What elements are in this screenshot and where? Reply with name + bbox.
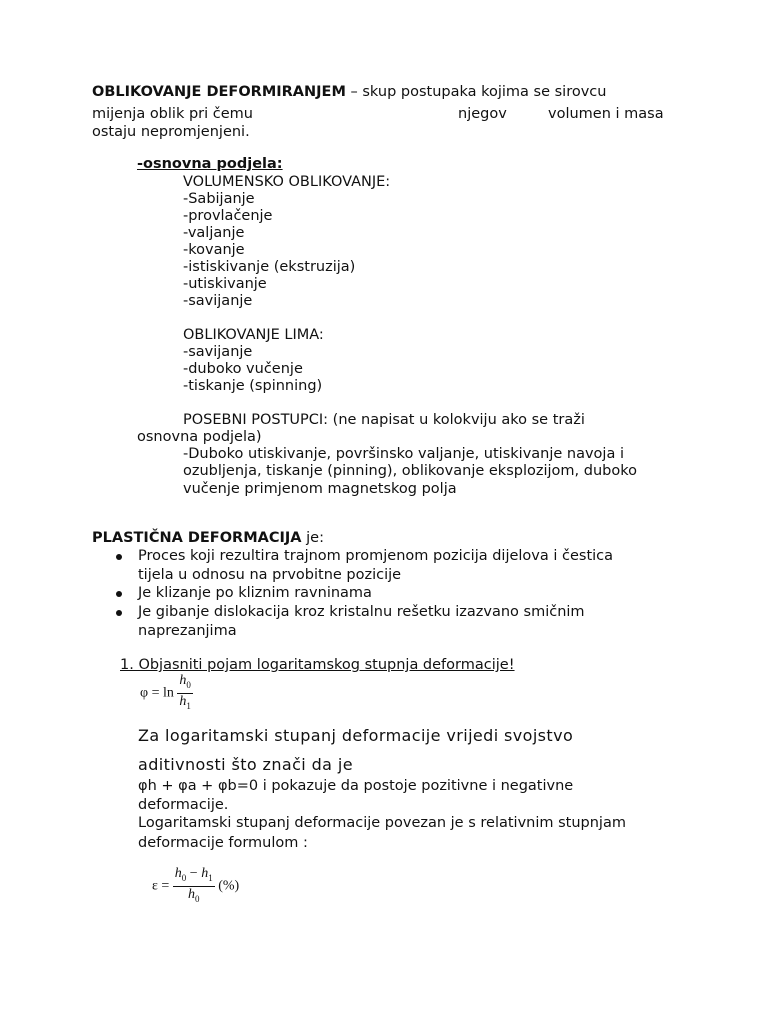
lim-title: OBLIKOVANJE LIMA:	[183, 327, 324, 343]
formula-log-strain	[140, 673, 193, 714]
posebni-item: ozubljenja, tiskanje (pinning), oblikovanje eksplozijom, duboko	[183, 463, 637, 479]
para2-line-1: φh + φa + φb=0 i pokazuje da postoje pozitivne i negativne	[138, 778, 574, 794]
formula2-minus: −	[186, 866, 202, 881]
bullet-icon	[116, 610, 122, 616]
volumensko-title: VOLUMENSKO OBLIKOVANJE:	[183, 174, 391, 190]
posebni-line-2: osnovna podjela)	[137, 429, 262, 445]
intro-term: OBLIKOVANJE DEFORMIRANJEM	[92, 84, 346, 100]
intro-line-3: ostaju nepromjenjeni.	[92, 124, 250, 140]
posebni-item: vučenje primjenom magnetskog polja	[183, 481, 457, 497]
division-heading: -osnovna podjela:	[137, 156, 283, 172]
question-text: 1. Objasniti pojam logaritamskog stupnja deformacije!	[120, 657, 515, 673]
bullet-line: naprezanjima	[138, 623, 237, 639]
volumensko-item: -provlačenje	[183, 208, 273, 224]
formula2-num-b: h	[201, 866, 209, 881]
volumensko-item: -utiskivanje	[183, 276, 267, 292]
plasticna-heading	[92, 530, 324, 546]
para1-line-1: Za logaritamski stupanj deformacije vrijedi svojstvo	[138, 726, 574, 745]
bullet-line: Je klizanje po kliznim ravninama	[138, 585, 372, 601]
bullet-icon	[116, 554, 122, 560]
intro-line-2c: volumen i masa	[548, 106, 664, 122]
formula1-den-sub: 1	[186, 700, 191, 711]
lim-item: -duboko vučenje	[183, 361, 303, 377]
para3-line-1: Logaritamski stupanj deformacije povezan je s relativnim stupnjam	[138, 815, 626, 831]
bullet-line: tijela u odnosu na prvobitne pozicije	[138, 567, 402, 583]
volumensko-item: -istiskivanje (ekstruzija)	[183, 259, 356, 275]
formula2-fraction	[173, 866, 215, 907]
lim-item: -savijanje	[183, 344, 253, 360]
para3-line-2: deformacije formulom :	[138, 835, 308, 851]
formula2-den: h	[187, 886, 195, 902]
bullet-line: Je gibanje dislokacija kroz kristalnu rešetku izazvano smičnim	[138, 604, 585, 620]
volumensko-item: -savijanje	[183, 293, 253, 309]
formula1-num: h	[179, 673, 187, 688]
intro-line-2b: njegov	[458, 106, 507, 122]
formula2-unit: (%)	[218, 878, 240, 894]
posebni-item: -Duboko utiskivanje, površinsko valjanje, utiskivanje navoja i	[183, 446, 624, 462]
formula-relative-strain	[152, 866, 239, 907]
formula1-den: h	[179, 693, 187, 709]
formula2-den-sub: 0	[194, 893, 200, 904]
plasticna-term: PLASTIČNA DEFORMACIJA	[92, 530, 302, 546]
intro-line-2a: mijenja oblik pri čemu	[92, 106, 253, 122]
intro-line-1	[92, 84, 606, 100]
formula2-num-a: h	[174, 866, 182, 881]
volumensko-item: -kovanje	[183, 242, 245, 258]
plasticna-rest: je:	[301, 530, 324, 546]
para1-line-2: aditivnosti što znači da je	[138, 755, 353, 774]
para2-line-2: deformacije.	[138, 797, 229, 813]
intro-rest: – skup postupaka kojima se sirovcu	[345, 84, 607, 100]
bullet-line: Proces koji rezultira trajnom promjenom pozicija dijelova i čestica	[138, 548, 614, 564]
formula2-lhs: ε =	[152, 878, 170, 894]
bullet-icon	[116, 591, 122, 597]
volumensko-item: -valjanje	[183, 225, 245, 241]
formula2-num-a-sub: 0	[181, 872, 187, 883]
posebni-line-1: POSEBNI POSTUPCI: (ne napisat u kolokviju ako se traži	[183, 412, 585, 428]
formula1-num-sub: 0	[186, 679, 191, 690]
formula1-lhs: φ = ln	[140, 685, 174, 701]
lim-item: -tiskanje (spinning)	[183, 378, 323, 394]
formula1-fraction	[177, 673, 193, 714]
formula2-num-b-sub: 1	[208, 872, 213, 883]
volumensko-item: -Sabijanje	[183, 191, 255, 207]
